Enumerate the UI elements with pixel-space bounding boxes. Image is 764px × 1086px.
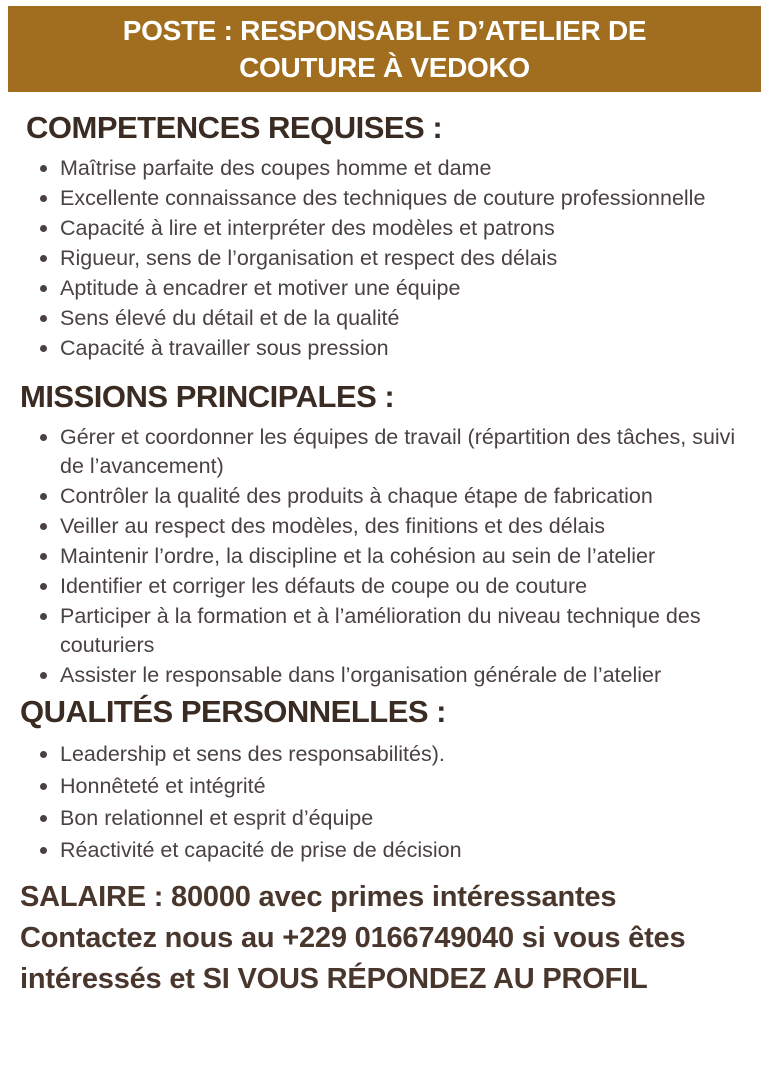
- header-banner: [8, 6, 761, 92]
- list-item: Honnêteté et intégrité: [60, 772, 750, 801]
- list-item: Assister le responsable dans l’organisation générale de l’atelier: [60, 661, 750, 690]
- missions-heading: MISSIONS PRINCIPALES :: [20, 379, 395, 414]
- list-item: Sens élevé du détail et de la qualité: [60, 304, 750, 333]
- list-item: Réactivité et capacité de prise de décision: [60, 836, 750, 865]
- section-qualites: [20, 694, 750, 865]
- poster-title-line2: COUTURE À VEDOKO: [239, 52, 530, 83]
- job-flyer: [0, 6, 764, 1086]
- contact-line: Contactez nous au +229 0166749040 si vous êtes intéressés et SI VOUS RÉPONDEZ AU PROFIL: [20, 922, 686, 995]
- list-item: Veiller au respect des modèles, des finitions et des délais: [60, 512, 750, 541]
- section-competences: [20, 110, 750, 363]
- list-item: Participer à la formation et à l’amélioration du niveau technique des couturiers: [60, 602, 750, 660]
- poster-title-line1: POSTE : RESPONSABLE D’ATELIER DE: [122, 15, 647, 46]
- list-item: Identifier et corriger les défauts de coupe ou de couture: [60, 572, 750, 601]
- list-item: Capacité à travailler sous pression: [60, 334, 750, 363]
- list-item: Maintenir l’ordre, la discipline et la cohésion au sein de l’atelier: [60, 542, 750, 571]
- competences-heading: COMPETENCES REQUISES :: [26, 110, 443, 145]
- list-item: Rigueur, sens de l’organisation et respect des délais: [60, 244, 750, 273]
- list-item: Maîtrise parfaite des coupes homme et dame: [60, 154, 750, 183]
- list-item: Gérer et coordonner les équipes de travail (répartition des tâches, suivi de l’avancement): [60, 423, 750, 481]
- competences-list: [20, 154, 750, 363]
- list-item: Contrôler la qualité des produits à chaque étape de fabrication: [60, 482, 750, 511]
- list-item: Excellente connaissance des techniques de couture professionnelle: [60, 184, 750, 213]
- list-item: Bon relationnel et esprit d’équipe: [60, 804, 750, 833]
- salary-line: SALAIRE : 80000 avec primes intéressantes: [20, 881, 617, 913]
- section-missions: [20, 379, 750, 690]
- qualites-heading: QUALITÉS PERSONNELLES :: [20, 694, 446, 729]
- flyer-body: [0, 92, 764, 1000]
- list-item: Leadership et sens des responsabilités).: [60, 740, 750, 769]
- list-item: Capacité à lire et interpréter des modèles et patrons: [60, 214, 750, 243]
- footer-info: [20, 877, 726, 1000]
- list-item: Aptitude à encadrer et motiver une équipe: [60, 274, 750, 303]
- missions-list: [20, 423, 750, 690]
- qualites-list: [20, 740, 750, 865]
